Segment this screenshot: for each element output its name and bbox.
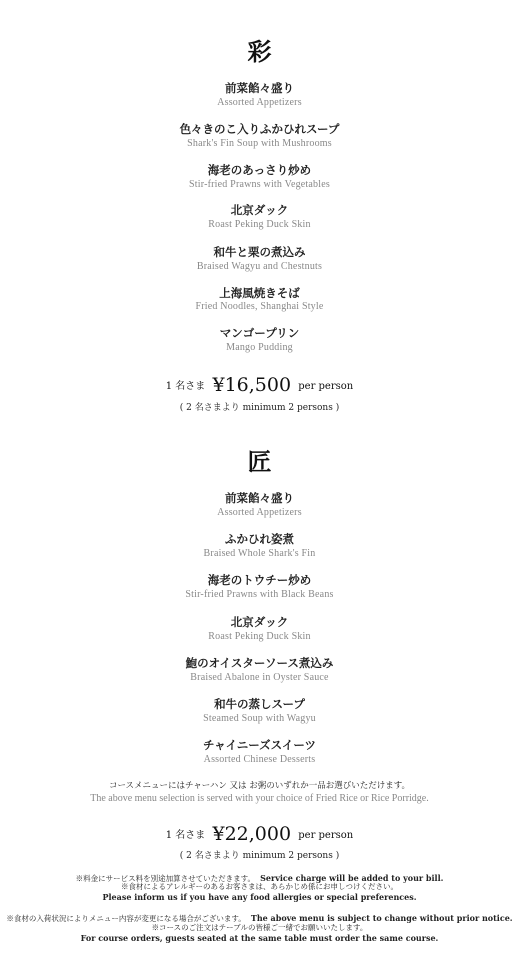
menu-item-jp: 和牛と栗の煮込み xyxy=(213,245,306,259)
menu-item-jp: 色々きのこ入りふかひれスープ xyxy=(179,122,340,136)
price-amount: ¥22,000 xyxy=(212,823,292,845)
footnote-allergy-en: Please inform us if you have any food allergies or special preferences. xyxy=(102,892,417,902)
menu-item-en: Stir-fried Prawns with Vegetables xyxy=(189,179,330,190)
menu-item-jp: 海老のあっさり炒め xyxy=(207,163,312,177)
menu-item-jp: 前菜餡々盛り xyxy=(225,81,294,95)
menu-item-jp: チャイニーズスイーツ xyxy=(203,738,316,752)
price-suffix: per person xyxy=(298,381,354,392)
menu-item-jp: 和牛の蒸しスープ xyxy=(214,697,305,711)
footnote-table-en: For course orders, guests seated at the same table must order the same course. xyxy=(80,933,439,943)
price-prefix: 1 名さま xyxy=(165,381,206,392)
menu-item-en: Stir-fried Prawns with Black Beans xyxy=(185,589,334,600)
menu-item-en: Mango Pudding xyxy=(226,342,293,353)
price-suffix: per person xyxy=(298,830,354,841)
menu-item-en: Assorted Chinese Desserts xyxy=(203,754,316,765)
course-price xyxy=(0,823,519,845)
price-prefix: 1 名さま xyxy=(165,830,206,841)
footnote-change-en: The above menu is subject to change without prior notice. xyxy=(250,913,513,923)
menu-item-en: Fried Noodles, Shanghai Style xyxy=(195,301,324,312)
menu-item-en: Braised Wagyu and Chestnuts xyxy=(196,261,323,272)
menu-item-jp: マンゴープリン xyxy=(219,326,300,340)
course-title-sai: 彩 xyxy=(247,37,272,66)
menu-item-jp: 海老のトウチー炒め xyxy=(207,573,312,587)
price-minimum: ( 2 名さまより minimum 2 persons ) xyxy=(179,851,340,861)
footnote-allergy-jp: ※食材によるアレルギーのあるお客さまは、あらかじめ係にお申しつけください。 xyxy=(120,882,398,891)
menu-item-en: Roast Peking Duck Skin xyxy=(208,219,311,230)
price-minimum: ( 2 名さまより minimum 2 persons ) xyxy=(179,403,340,413)
menu-item-en: Steamed Soup with Wagyu xyxy=(203,713,316,724)
menu-item-jp: 北京ダック xyxy=(230,203,289,217)
menu-item-jp: 前菜餡々盛り xyxy=(225,491,294,505)
course-price xyxy=(0,374,519,396)
side-dish-note-en: The above menu selection is served with your choice of Fried Rice or Rice Porridge. xyxy=(90,793,429,804)
menu-item-en: Shark's Fin Soup with Mushrooms xyxy=(187,138,332,149)
menu-item-en: Roast Peking Duck Skin xyxy=(208,631,311,642)
menu-item-jp: 北京ダック xyxy=(230,615,289,629)
footnote-change-jp: ※食材の入荷状況によりメニュー内容が変更になる場合がございます。 xyxy=(6,914,246,923)
footnote-service-en: Service charge will be added to your bill. xyxy=(260,873,444,883)
menu-item-en: Assorted Appetizers xyxy=(217,507,302,518)
menu-item-en: Braised Abalone in Oyster Sauce xyxy=(190,672,329,683)
menu-item-jp: 鮑のオイスターソース煮込み xyxy=(185,656,334,670)
side-dish-note-jp: コースメニューにはチャーハン 又は お粥のいずれか一品お選びいただけます。 xyxy=(108,781,411,791)
menu-item-en: Braised Whole Shark's Fin xyxy=(203,548,316,559)
footnote-service-jp: ※料金にサービス料を別途加算させていただきます。 xyxy=(75,874,256,883)
footnote-table-jp: ※コースのご注文はテーブルの皆様ご一緒でお願いいたします。 xyxy=(151,923,368,932)
menu-item-jp: ふかひれ姿煮 xyxy=(225,532,294,546)
price-amount: ¥16,500 xyxy=(212,374,292,396)
menu-item-en: Assorted Appetizers xyxy=(217,97,302,108)
course-title-takumi: 匠 xyxy=(247,447,272,476)
menu-item-jp: 上海風焼きそば xyxy=(219,286,300,300)
